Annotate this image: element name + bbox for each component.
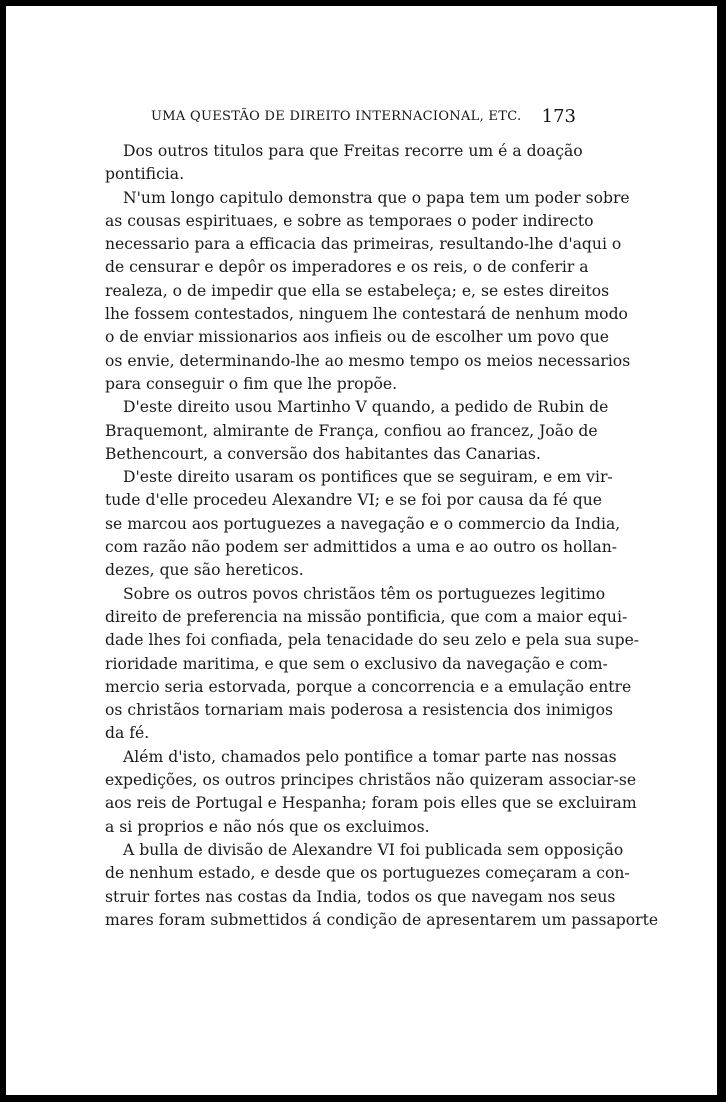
text-line: Braquemont, almirante de França, confiou ao francez, João de xyxy=(105,421,598,440)
text-line: A bulla de divisão de Alexandre VI foi publicada sem opposição xyxy=(123,840,624,859)
text-line: dezes, que são hereticos. xyxy=(105,561,304,580)
text-line: mares foram submettidos á condição de apresentarem um passaporte xyxy=(105,910,659,929)
text-line: Sobre os outros povos christãos têm os portuguezes legitimo xyxy=(123,584,606,603)
text-line: realeza, o de impedir que ella se estabeleça; e, se estes direitos xyxy=(105,281,610,300)
text-line: pontificia. xyxy=(105,165,185,184)
text-line: com razão não podem ser admittidos a uma e ao outro os hollan- xyxy=(105,538,618,557)
page-number: 173 xyxy=(541,106,576,127)
text-line: tude d'elle procedeu Alexandre VI; e se foi por causa da fé que xyxy=(105,491,603,510)
text-line: se marcou aos portuguezes a navegação e o commercio da India, xyxy=(105,514,621,533)
text-line: lhe fossem contestados, ninguem lhe contestará de nenhum modo xyxy=(105,305,628,324)
text-line: as cousas espirituaes, e sobre as temporaes o poder indirecto xyxy=(105,211,594,230)
text-line: N'um longo capitulo demonstra que o papa tem um poder sobre xyxy=(123,188,630,207)
text-line: D'este direito usou Martinho V quando, a pedido de Rubin de xyxy=(123,398,609,417)
text-line: Além d'isto, chamados pelo pontifice a tomar parte nas nossas xyxy=(123,747,617,766)
text-line: Dos outros titulos para que Freitas recorre um é a doação xyxy=(123,142,583,160)
text-line: expedições, os outros principes christãos não quizeram associar-se xyxy=(105,771,637,790)
text-line: a si proprios e não nós que os excluimos. xyxy=(105,817,430,836)
text-line: mercio seria estorvada, porque a concorrencia e a emulação entre xyxy=(105,677,632,696)
book-page xyxy=(6,6,717,1095)
text-line: rioridade maritima, e que sem o exclusivo da navegação e com- xyxy=(105,654,608,673)
text-line: de nenhum estado, e desde que os portuguezes começaram a con- xyxy=(105,864,630,883)
page-header xyxy=(151,106,576,132)
text-line: necessario para a efficacia das primeiras, resultando-lhe d'aqui o xyxy=(105,235,622,254)
body-text xyxy=(105,140,659,932)
text-line: D'este direito usaram os pontifices que se seguiram, e em vir- xyxy=(123,468,613,487)
text-line: para conseguir o fim que lhe propõe. xyxy=(105,374,398,393)
text-line: da fé. xyxy=(105,724,150,743)
text-line: de censurar e depôr os imperadores e os reis, o de conferir a xyxy=(105,258,589,277)
text-line: direito de preferencia na missão pontificia, que com a maior equi- xyxy=(105,607,628,626)
text-line: o de enviar missionarios aos infieis ou de escolher um povo que xyxy=(105,328,609,347)
running-title: UMA QUESTÃO DE DIREITO INTERNACIONAL, ETC. xyxy=(151,109,522,124)
text-line: os christãos tornariam mais poderosa a resistencia dos inimigos xyxy=(105,701,614,720)
text-line: aos reis de Portugal e Hespanha; foram pois elles que se excluiram xyxy=(105,794,637,813)
text-line: os envie, determinando-lhe ao mesmo tempo os meios necessarios xyxy=(105,351,631,370)
text-line: dade lhes foi confiada, pela tenacidade do seu zelo e pela sua supe- xyxy=(105,631,640,650)
text-line: Bethencourt, a conversão dos habitantes das Canarias. xyxy=(105,444,541,463)
text-line: struir fortes nas costas da India, todos os que navegam nos seus xyxy=(105,887,616,906)
